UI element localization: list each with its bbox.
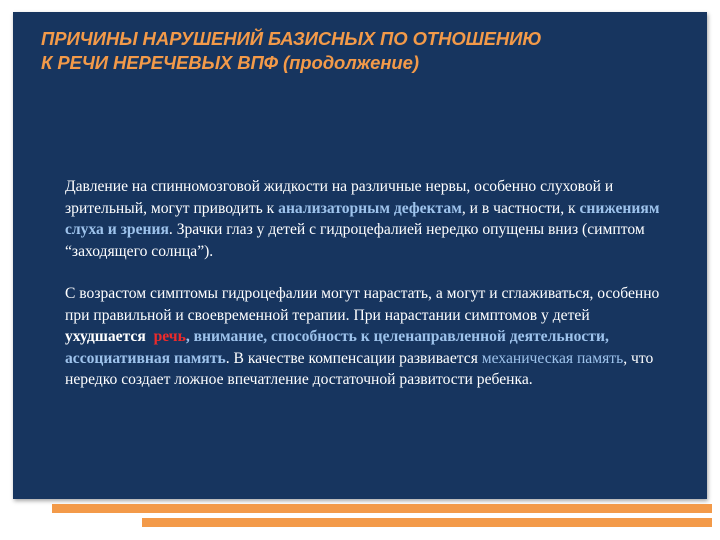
paragraph-symptoms-progression [65,283,665,391]
p1-text-3: . Зрачки глаз у детей с гидроцефалией нередко опущены вниз (симптом “заходящего солнца”). [65,221,645,260]
p2-emphasis-mechanical-memory: механическая память [481,349,624,367]
paragraph-hydrocephalus-pressure [65,176,665,262]
p2-emphasis-functions: , внимание, способность к целенаправленной деятельности, ассоциативная память [65,328,609,367]
p1-text-2: , и в частности, к [461,199,580,217]
p2-text-2 [146,328,154,345]
slide-title [41,27,681,75]
slide-title-line-2: К РЕЧИ НЕРЕЧЕВЫХ ВПФ (продолжение) [41,52,419,73]
p1-text-1: Давление на спинномозговой жидкости на различные нервы, особенно слуховой и зрительный, могут приводить к [65,178,614,217]
p2-emphasis-worsens: ухудшается [65,328,146,345]
p2-text-1: С возрастом симптомы гидроцефалии могут нарастать, а могут и сглаживаться, особенно при правильной и своевременной терапии. При нарастании симптомов у детей [65,285,660,324]
slide-title-line-1: ПРИЧИНЫ НАРУШЕНИЙ БАЗИСНЫХ ПО ОТНОШЕНИЮ [41,28,542,49]
decorative-bar-bottom [142,518,712,527]
p2-emphasis-speech: речь [153,328,186,345]
p1-emphasis-hearing-vision: снижениям слуха и зрения [65,199,660,238]
p2-text-4: , что нередко создает ложное впечатление достаточной развитости ребенка. [65,349,654,388]
p2-text-3: . В качестве компенсации развивается [225,349,482,367]
p1-emphasis-analyzer-defects: анализаторным дефектам [278,199,462,217]
decorative-bar-top [52,504,712,513]
